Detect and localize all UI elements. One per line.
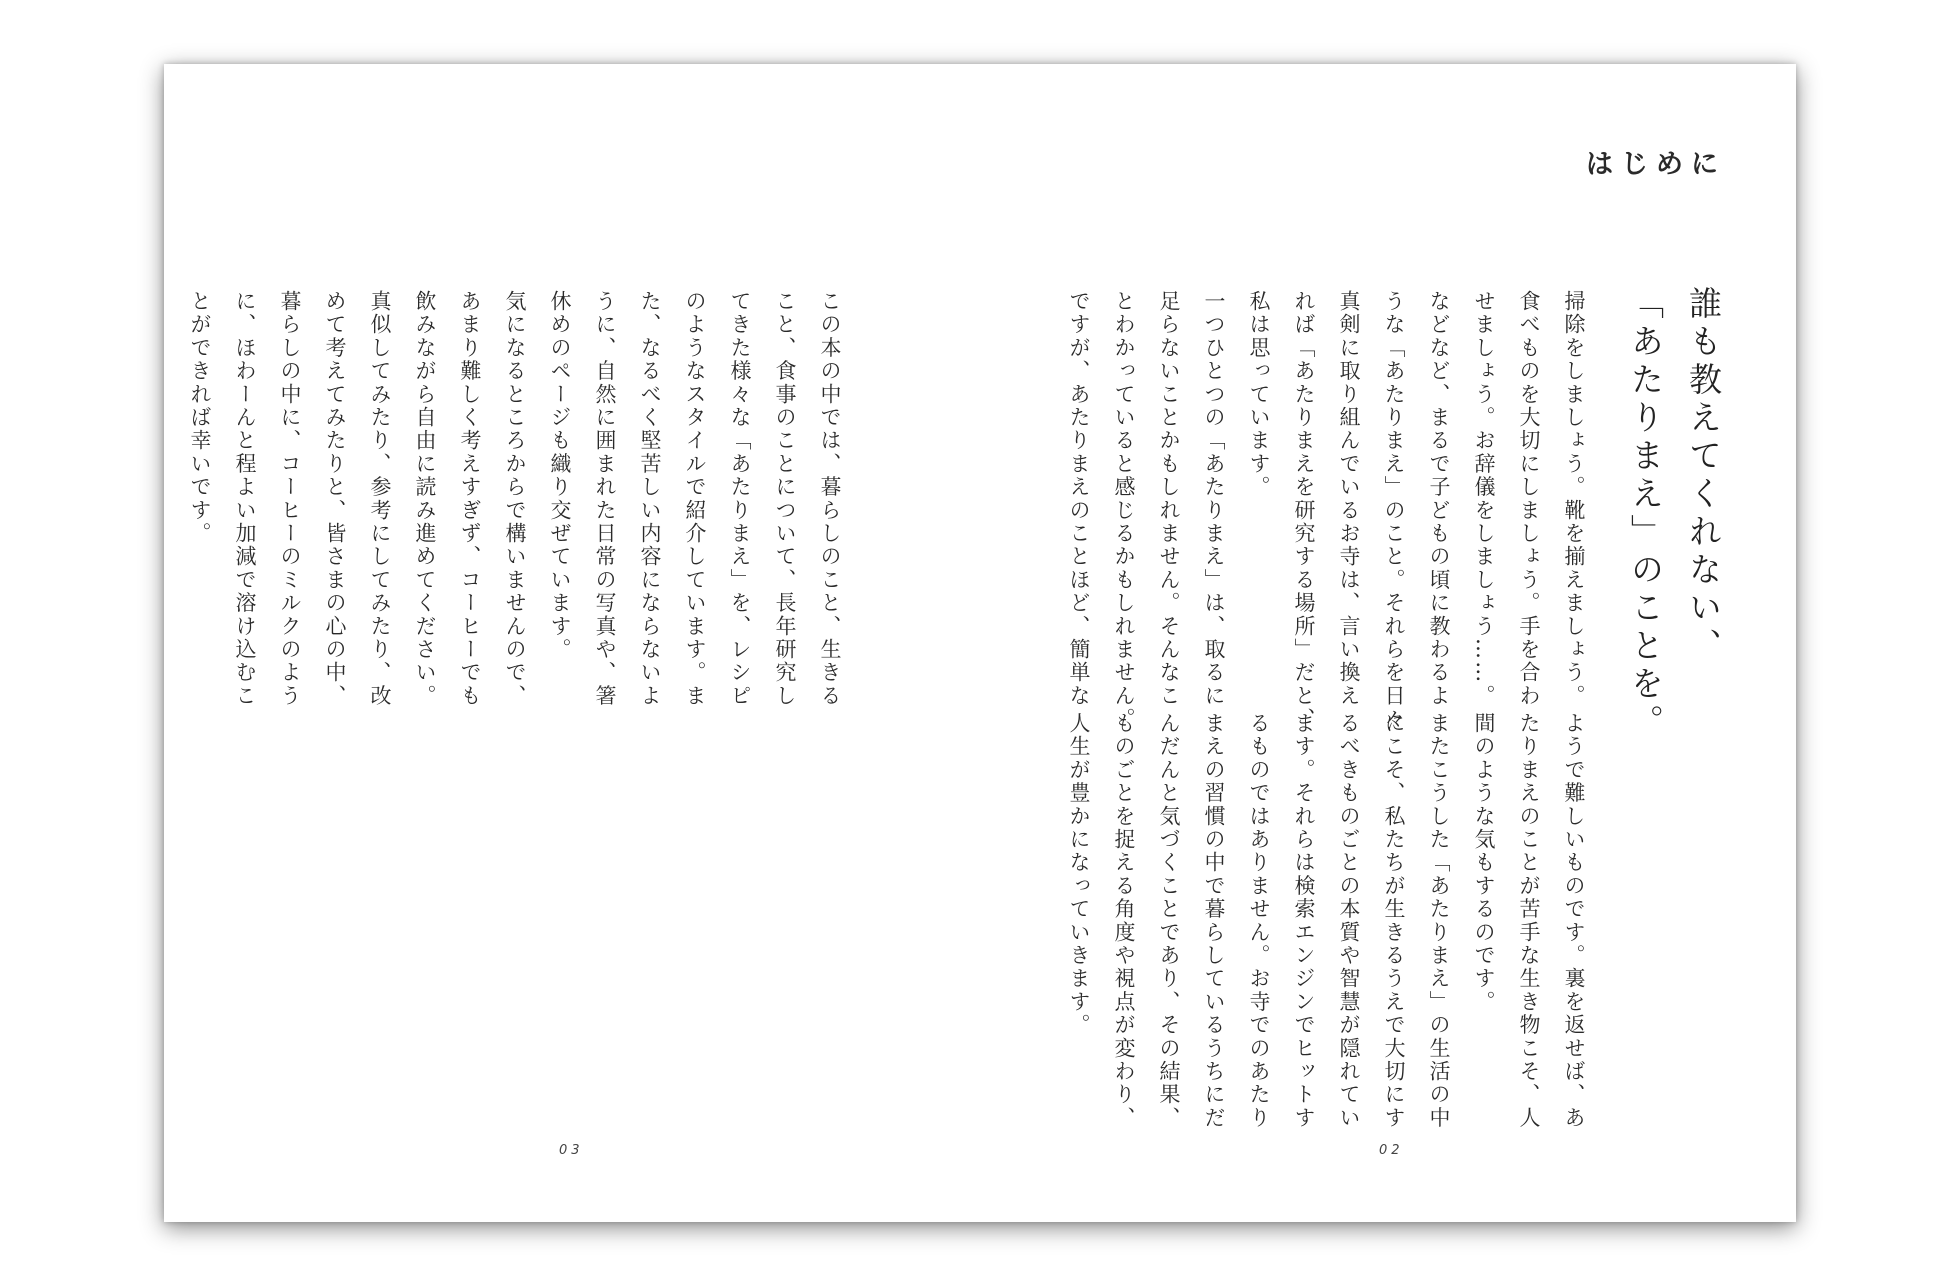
text-column: ようで難しいものです。裏を返せば、あ: [1562, 712, 1586, 1130]
text-column: 人生が豊かになっていきます。: [1067, 712, 1091, 1037]
text-column: 掃除をしましょう。靴を揃えましょう。: [1562, 290, 1586, 708]
text-column: るものではありません。お寺でのあたり: [1247, 712, 1271, 1130]
left-text: [177, 290, 852, 708]
text-column: めて考えてみたりと、皆さまの心の中、: [323, 290, 347, 708]
text-column: とわかっていると感じるかもしれません。: [1112, 290, 1136, 731]
text-column: あまり難しく考えすぎず、コーヒーでも: [458, 290, 482, 708]
text-column: 食べものを大切にしましょう。手を合わ: [1517, 290, 1541, 708]
text-column: せましょう。お辞儀をしましょう……。: [1472, 290, 1496, 708]
text-column: 飲みながら自由に読み進めてください。: [413, 290, 437, 708]
right-lower-text: [1056, 712, 1596, 1130]
text-column: 間のような気もするのです。: [1472, 712, 1496, 1014]
text-column: 暮らしの中に、コーヒーのミルクのよう: [278, 290, 302, 708]
right-upper-text: [1056, 290, 1596, 731]
text-column: まえの習慣の中で暮らしているうちにだ: [1202, 712, 1226, 1130]
text-column: 休めのページも織り交ぜています。: [548, 290, 572, 662]
book-spread: [164, 64, 1796, 1222]
section-title: はじめに: [1586, 149, 1726, 180]
text-column: うに、自然に囲まれた日常の写真や、箸: [593, 290, 617, 708]
text-column: 私は思っています。: [1247, 290, 1271, 499]
text-column: のようなスタイルで紹介しています。ま: [683, 290, 707, 708]
lead-line: 「あたりまえ」のことを。: [1626, 286, 1665, 742]
text-column: 真剣に取り組んでいるお寺は、言い換え: [1337, 290, 1361, 708]
text-column: 一つひとつの「あたりまえ」は、取るに: [1202, 290, 1226, 708]
page-number-right: 02: [1379, 1143, 1404, 1158]
text-column: 真似してみたり、参考にしてみたり、改: [368, 290, 392, 708]
text-column: ですが、あたりまえのことほど、簡単な: [1067, 290, 1091, 708]
lead-line: 誰も教えてくれない、: [1684, 286, 1723, 666]
text-column: こと、食事のことについて、長年研究し: [773, 290, 797, 708]
text-column: るべきものごとの本質や智慧が隠れてい: [1337, 712, 1361, 1130]
text-column: この本の中では、暮らしのこと、生きる: [818, 290, 842, 708]
text-column: うな「あたりまえ」のこと。それらを日々: [1382, 290, 1406, 731]
text-column: などなど、まるで子どもの頃に教わるよ: [1427, 290, 1451, 708]
text-column: にこそ、私たちが生きるうえで大切にす: [1382, 712, 1406, 1130]
text-column: に、ほわーんと程よい加減で溶け込むこ: [233, 290, 257, 708]
text-column: た、なるべく堅苦しい内容にならないよ: [638, 290, 662, 708]
text-column: んだんと気づくことであり、その結果、: [1157, 712, 1181, 1130]
text-column: たりまえのことが苦手な生き物こそ、人: [1517, 712, 1541, 1130]
lead-heading: [1616, 286, 1732, 742]
text-column: ものごとを捉える角度や視点が変わり、: [1112, 712, 1136, 1130]
text-column: てきた様々な「あたりまえ」を、レシピ: [728, 290, 752, 708]
text-column: 気になるところからで構いませんので、: [503, 290, 527, 708]
text-column: れば「あたりまえを研究する場所」だと、: [1292, 290, 1316, 731]
text-column: とができれば幸いです。: [188, 290, 212, 546]
page-number-left: 03: [559, 1143, 584, 1158]
text-column: 足らないことかもしれません。そんなこ: [1157, 290, 1181, 708]
text-column: またこうした「あたりまえ」の生活の中: [1427, 712, 1451, 1130]
text-column: ます。それらは検索エンジンでヒットす: [1292, 712, 1316, 1130]
